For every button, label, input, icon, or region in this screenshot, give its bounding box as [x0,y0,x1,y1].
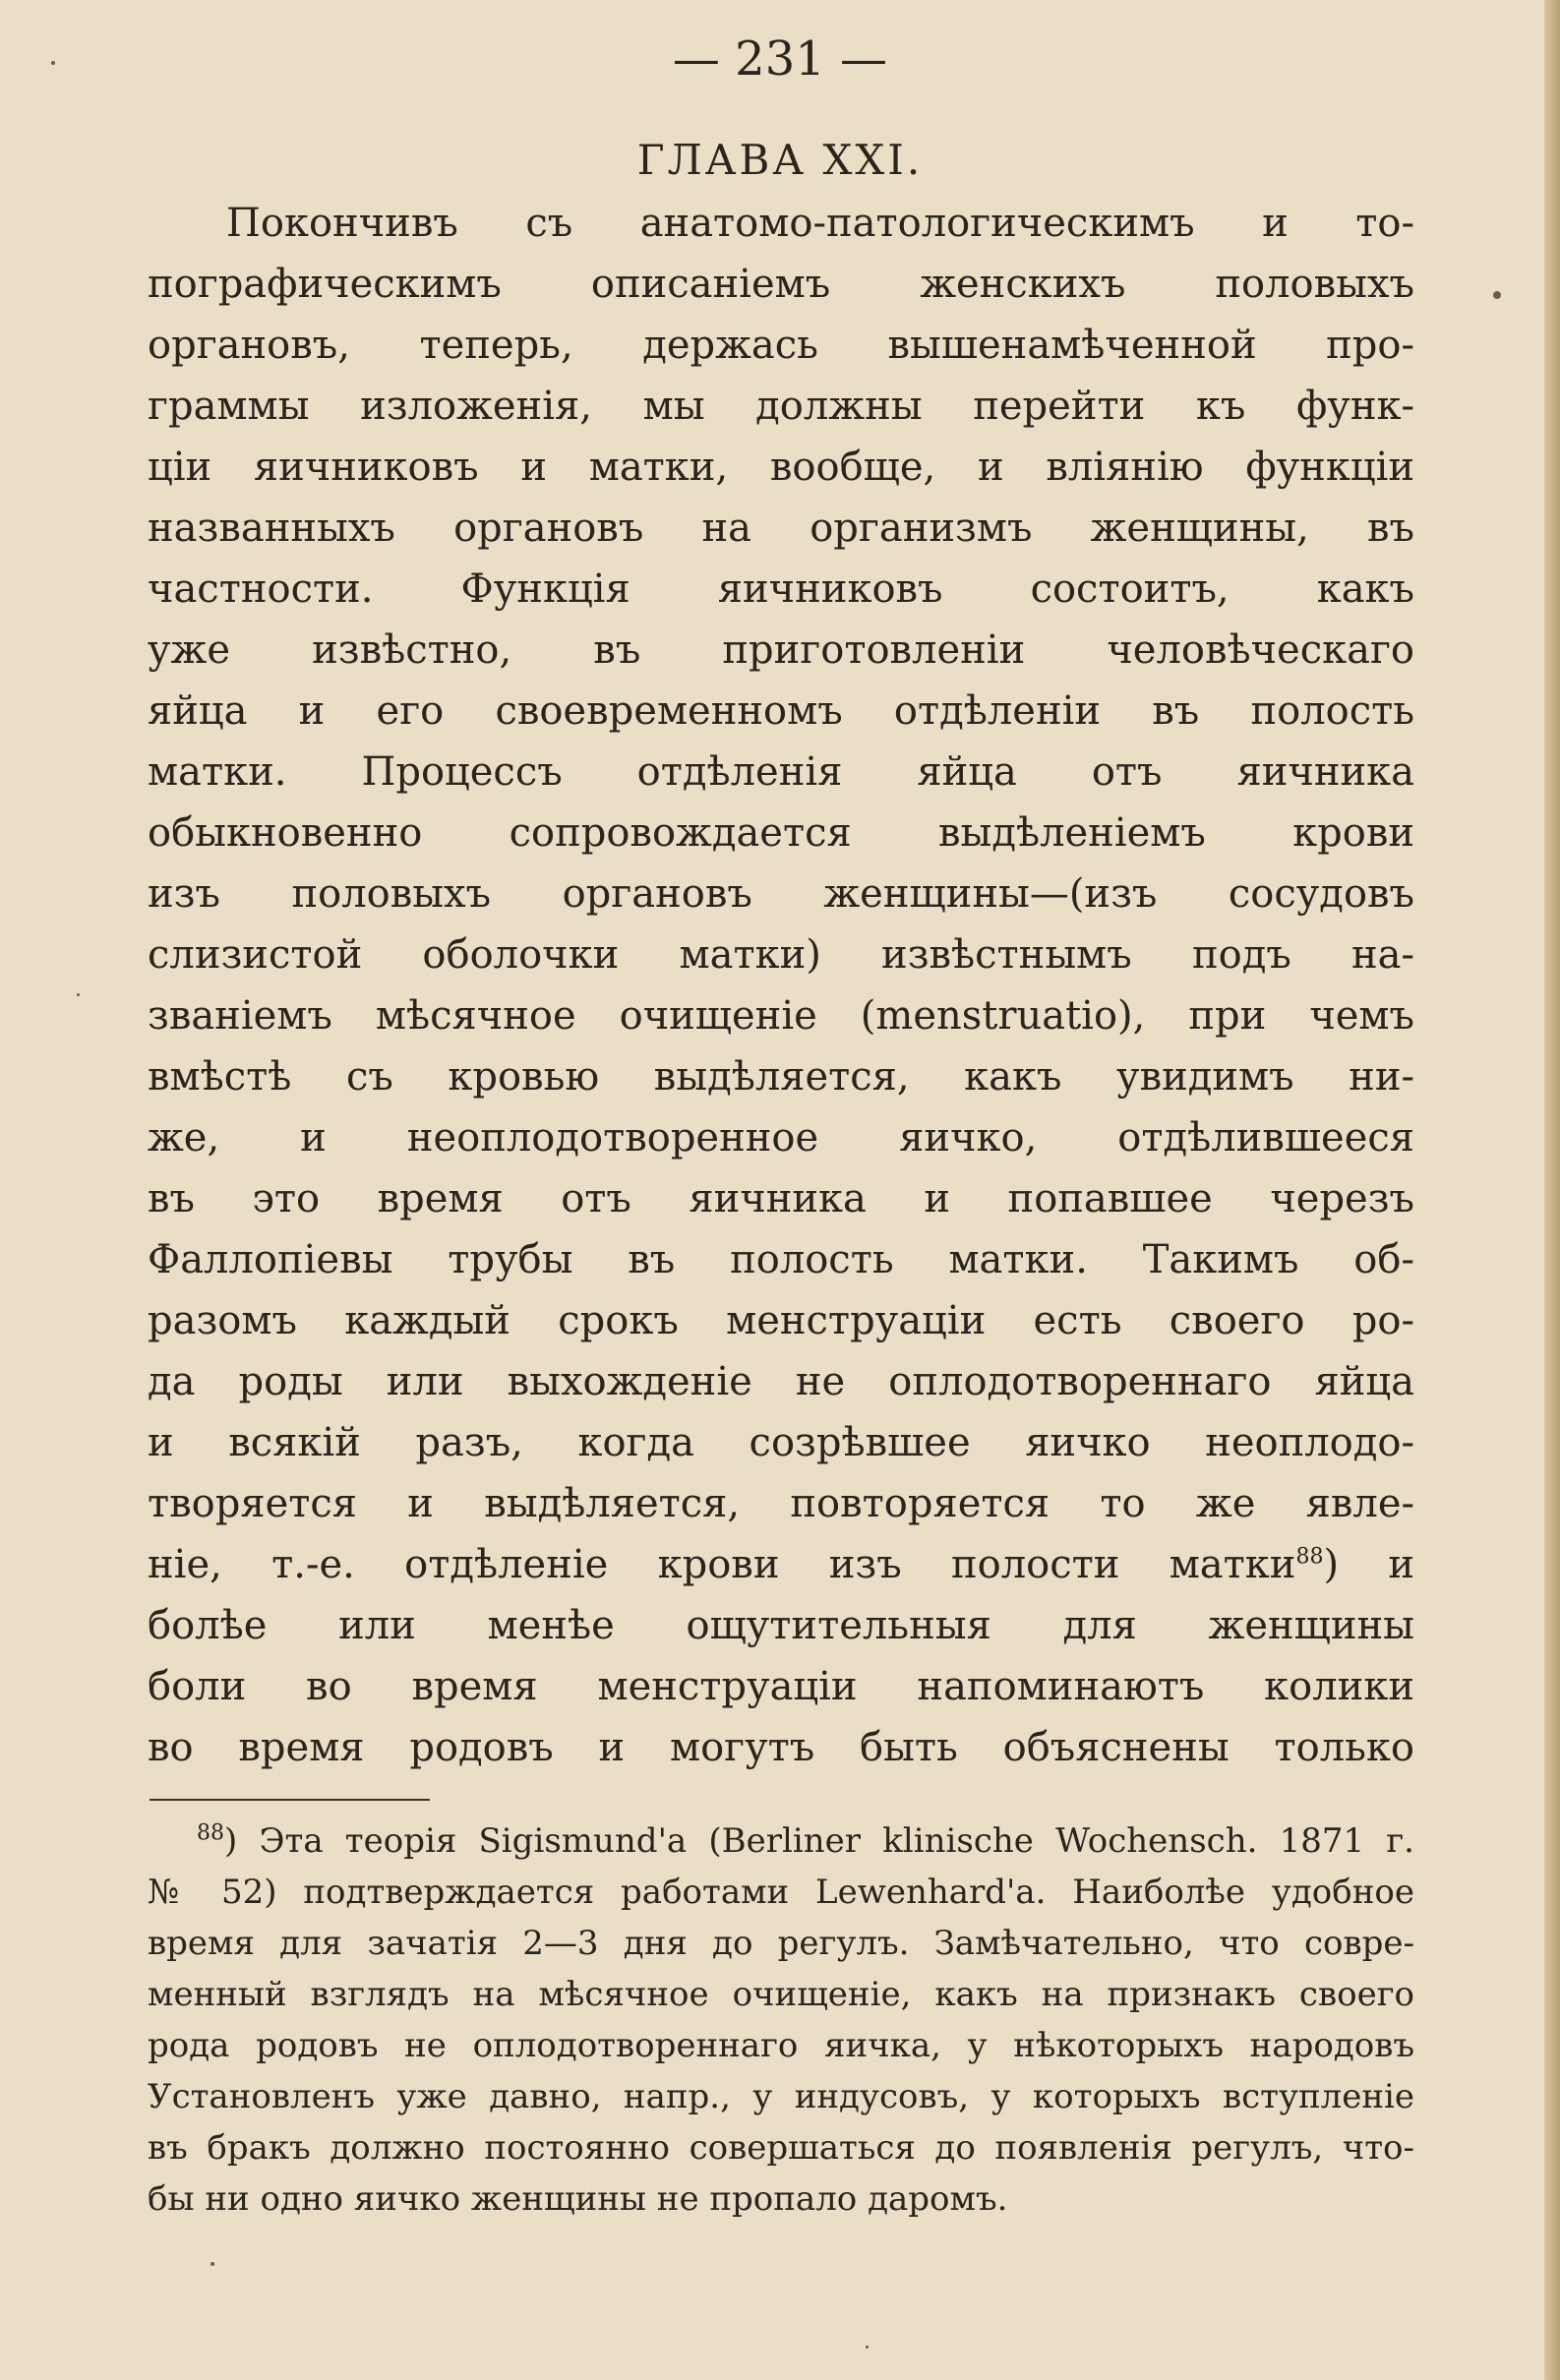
body-line: пографическимъ описаніемъ женскихъ половыхъ [148,262,1414,307]
body-line: уже извѣстно, въ приготовленіи человѣческаго [148,627,1414,673]
body-line: Покончивъ съ анатомо-патологическимъ и то- [226,201,1414,246]
footnote-line: рода родовъ не оплодотвореннаго яичка, у нѣкоторыхъ народовъ [148,2026,1414,2065]
body-line: творяется и выдѣляется, повторяется то же явле- [148,1481,1414,1526]
body-line: да роды или выхожденіе не оплодотвореннаго яйца [148,1359,1414,1404]
footnote [148,1815,1414,2225]
footnote-line-text: ) Эта теорія Sigismund'a (Berliner klinische Wochensch. 1871 г. [224,1821,1414,1861]
body-line: во время родовъ и могутъ быть объяснены только [148,1725,1414,1770]
body-line: изъ половыхъ органовъ женщины—(изъ сосудовъ [148,871,1414,917]
footnote-line: бы ни одно яичко женщины не пропало даромъ. [148,2179,1008,2219]
footnote-line: время для зачатія 2—3 дня до регулъ. Замѣчательно, что совре- [148,1924,1414,1963]
footnote-line: № 52) подтверждается работами Lewenhard'a. Наиболѣе удобное [148,1873,1414,1912]
body-line-with-note [148,1534,1414,1595]
footnote-marker: 88 [197,1820,224,1846]
body-line: граммы изложенія, мы должны перейти къ функ- [148,384,1414,429]
footnote-line: въ бракъ должно постоянно совершаться до появленія регулъ, что- [148,2128,1414,2168]
paper-speck [210,2262,214,2266]
footnote-line: Установленъ уже давно, напр., у индусовъ, у которыхъ вступленіе [148,2077,1414,2116]
paper-speck [77,993,80,996]
footnote-reference[interactable]: 88 [1295,1544,1324,1570]
paper-speck [51,61,55,65]
footnote-line: менный взглядъ на мѣсячное очищеніе, какъ на признакъ своего [148,1975,1414,2014]
page-number: — 231 — [672,31,888,87]
body-line: болѣе или менѣе ощутительныя для женщины [148,1603,1414,1648]
body-line: ціи яичниковъ и матки, вообще, и вліянію функціи [148,445,1414,490]
body-line: вмѣстѣ съ кровью выдѣляется, какъ увидимъ ни- [148,1054,1414,1100]
body-text [148,193,1414,1778]
body-line: матки. Процессъ отдѣленія яйца отъ яичника [148,749,1414,795]
body-line: обыкновенно сопровождается выдѣленіемъ крови [148,810,1414,856]
body-line: въ это время отъ яичника и попавшее черезъ [148,1176,1414,1221]
body-line: же, и неоплодотворенное яичко, отдѣлившееся [148,1115,1414,1160]
body-line: слизистой оболочки матки) извѣстнымъ подъ на- [148,932,1414,978]
paper-speck [866,2346,869,2349]
body-line-tail: ) и [1323,1542,1415,1587]
page-edge-shadow [1544,0,1560,2380]
body-line: боли во время менструаціи напоминаютъ колики [148,1664,1414,1709]
body-line-text: ніе, т.-е. отдѣленіе крови изъ полости матки [148,1542,1296,1587]
footnote-divider [150,1799,430,1801]
body-line: разомъ каждый срокъ менструаціи есть своего ро- [148,1298,1414,1343]
footnote-line [148,1815,1414,1867]
chapter-title: ГЛАВА XXI. [636,136,924,184]
body-line: яйца и его своевременномъ отдѣленіи въ полость [148,688,1414,734]
paper-speck [1493,291,1501,299]
body-line: и всякій разъ, когда созрѣвшее яичко неоплодо- [148,1420,1414,1465]
body-line: Фаллопіевы трубы въ полость матки. Такимъ об- [148,1237,1414,1282]
body-line: званіемъ мѣсячное очищеніе (menstruatio), при чемъ [148,993,1414,1039]
body-line: частности. Функція яичниковъ состоитъ, какъ [148,566,1414,612]
body-line: органовъ, теперь, держась вышенамѣченной про- [148,323,1414,368]
body-line: названныхъ органовъ на организмъ женщины, въ [148,506,1414,551]
